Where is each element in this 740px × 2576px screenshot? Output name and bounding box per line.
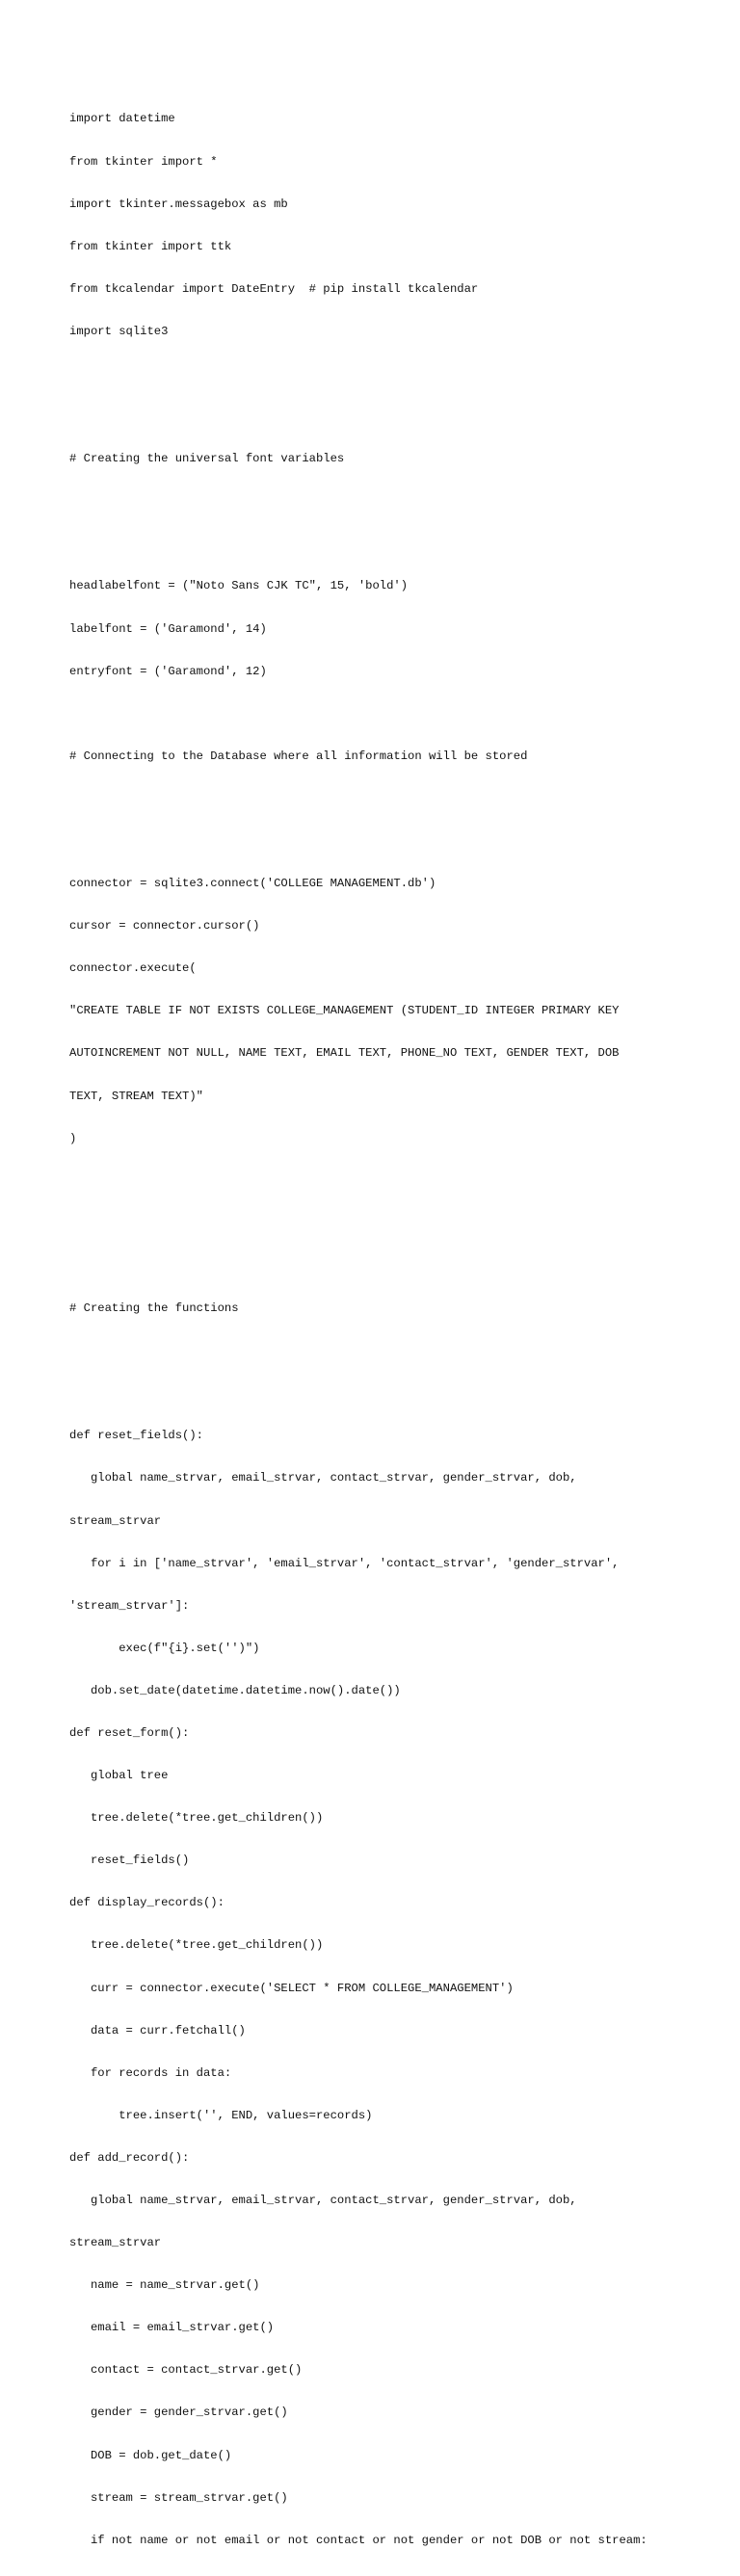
code-line: dob.set_date(datetime.datetime.now().date()) <box>69 1683 401 1697</box>
code-line <box>69 1174 686 1189</box>
code-line: stream_strvar <box>69 2236 162 2250</box>
code-line: import datetime <box>69 112 175 126</box>
code-line: ) <box>69 1131 77 1145</box>
code-line: def add_record(): <box>69 2150 190 2165</box>
code-line <box>69 834 686 849</box>
code-line: DOB = dob.get_date() <box>69 2448 232 2462</box>
code-line: reset_fields() <box>69 1853 190 1868</box>
code-line <box>69 792 686 806</box>
code-line: AUTOINCREMENT NOT NULL, NAME TEXT, EMAIL TEXT, PHONE_NO TEXT, GENDER TEXT, DOB <box>69 1046 620 1061</box>
code-line: 'stream_strvar']: <box>69 1598 190 1613</box>
code-line: connector = sqlite3.connect('COLLEGE MANAGEMENT.db') <box>69 877 436 891</box>
code-line <box>69 537 686 551</box>
code-line: def display_records(): <box>69 1896 225 1910</box>
code-line <box>69 1217 686 1231</box>
code-line: name = name_strvar.get() <box>69 2278 260 2293</box>
code-line <box>69 1259 686 1274</box>
code-line: import tkinter.messagebox as mb <box>69 197 288 211</box>
code-line: entryfont = ('Garamond', 12) <box>69 664 267 678</box>
code-line: headlabelfont = ("Noto Sans CJK TC", 15, 'bold') <box>69 579 409 593</box>
code-line <box>69 494 686 509</box>
code-line: "CREATE TABLE IF NOT EXISTS COLLEGE_MANAGEMENT (STUDENT_ID INTEGER PRIMARY KEY <box>69 1004 620 1018</box>
code-line: # Connecting to the Database where all information will be stored <box>69 749 528 763</box>
code-line: connector.execute( <box>69 961 197 976</box>
code-line: for i in ['name_strvar', 'email_strvar', 'contact_strvar', 'gender_strvar', <box>69 1556 620 1570</box>
code-line: # Creating the universal font variables <box>69 452 345 466</box>
code-line: from tkinter import ttk <box>69 239 232 253</box>
code-line <box>69 707 686 722</box>
code-line: tree.insert('', END, values=records) <box>69 2108 373 2122</box>
code-line <box>69 1386 686 1401</box>
code-line: if not name or not email or not contact or not gender or not DOB or not stream: <box>69 2533 648 2547</box>
code-line <box>69 1344 686 1358</box>
code-line: cursor = connector.cursor() <box>69 919 260 933</box>
code-line: TEXT, STREAM TEXT)" <box>69 1089 203 1103</box>
code-line <box>69 409 686 424</box>
code-line: tree.delete(*tree.get_children()) <box>69 1938 324 1953</box>
code-listing <box>69 84 686 2576</box>
code-line: stream = stream_strvar.get() <box>69 2490 288 2505</box>
code-line: labelfont = ('Garamond', 14) <box>69 621 267 636</box>
code-line: import sqlite3 <box>69 324 169 338</box>
code-line: tree.delete(*tree.get_children()) <box>69 1811 324 1826</box>
code-line: # Creating the functions <box>69 1301 239 1316</box>
code-line: from tkinter import * <box>69 154 218 169</box>
code-line: from tkcalendar import DateEntry # pip install tkcalendar <box>69 281 479 296</box>
code-line: def reset_fields(): <box>69 1429 203 1443</box>
code-line: for records in data: <box>69 2065 232 2080</box>
code-line: def reset_form(): <box>69 1725 190 1740</box>
code-line: global name_strvar, email_strvar, contact_strvar, gender_strvar, dob, <box>69 2194 577 2207</box>
code-line: global tree <box>69 1769 169 1783</box>
code-line <box>69 367 686 381</box>
code-line: gender = gender_strvar.get() <box>69 2405 288 2420</box>
code-line: email = email_strvar.get() <box>69 2321 275 2335</box>
code-line: global name_strvar, email_strvar, contact_strvar, gender_strvar, dob, <box>69 1471 577 1485</box>
code-line: exec(f"{i}.set('')") <box>69 1641 260 1655</box>
code-line: data = curr.fetchall() <box>69 2023 246 2037</box>
code-line: stream_strvar <box>69 1513 162 1528</box>
code-line: curr = connector.execute('SELECT * FROM COLLEGE_MANAGEMENT') <box>69 1981 514 1995</box>
code-line: contact = contact_strvar.get() <box>69 2363 303 2378</box>
